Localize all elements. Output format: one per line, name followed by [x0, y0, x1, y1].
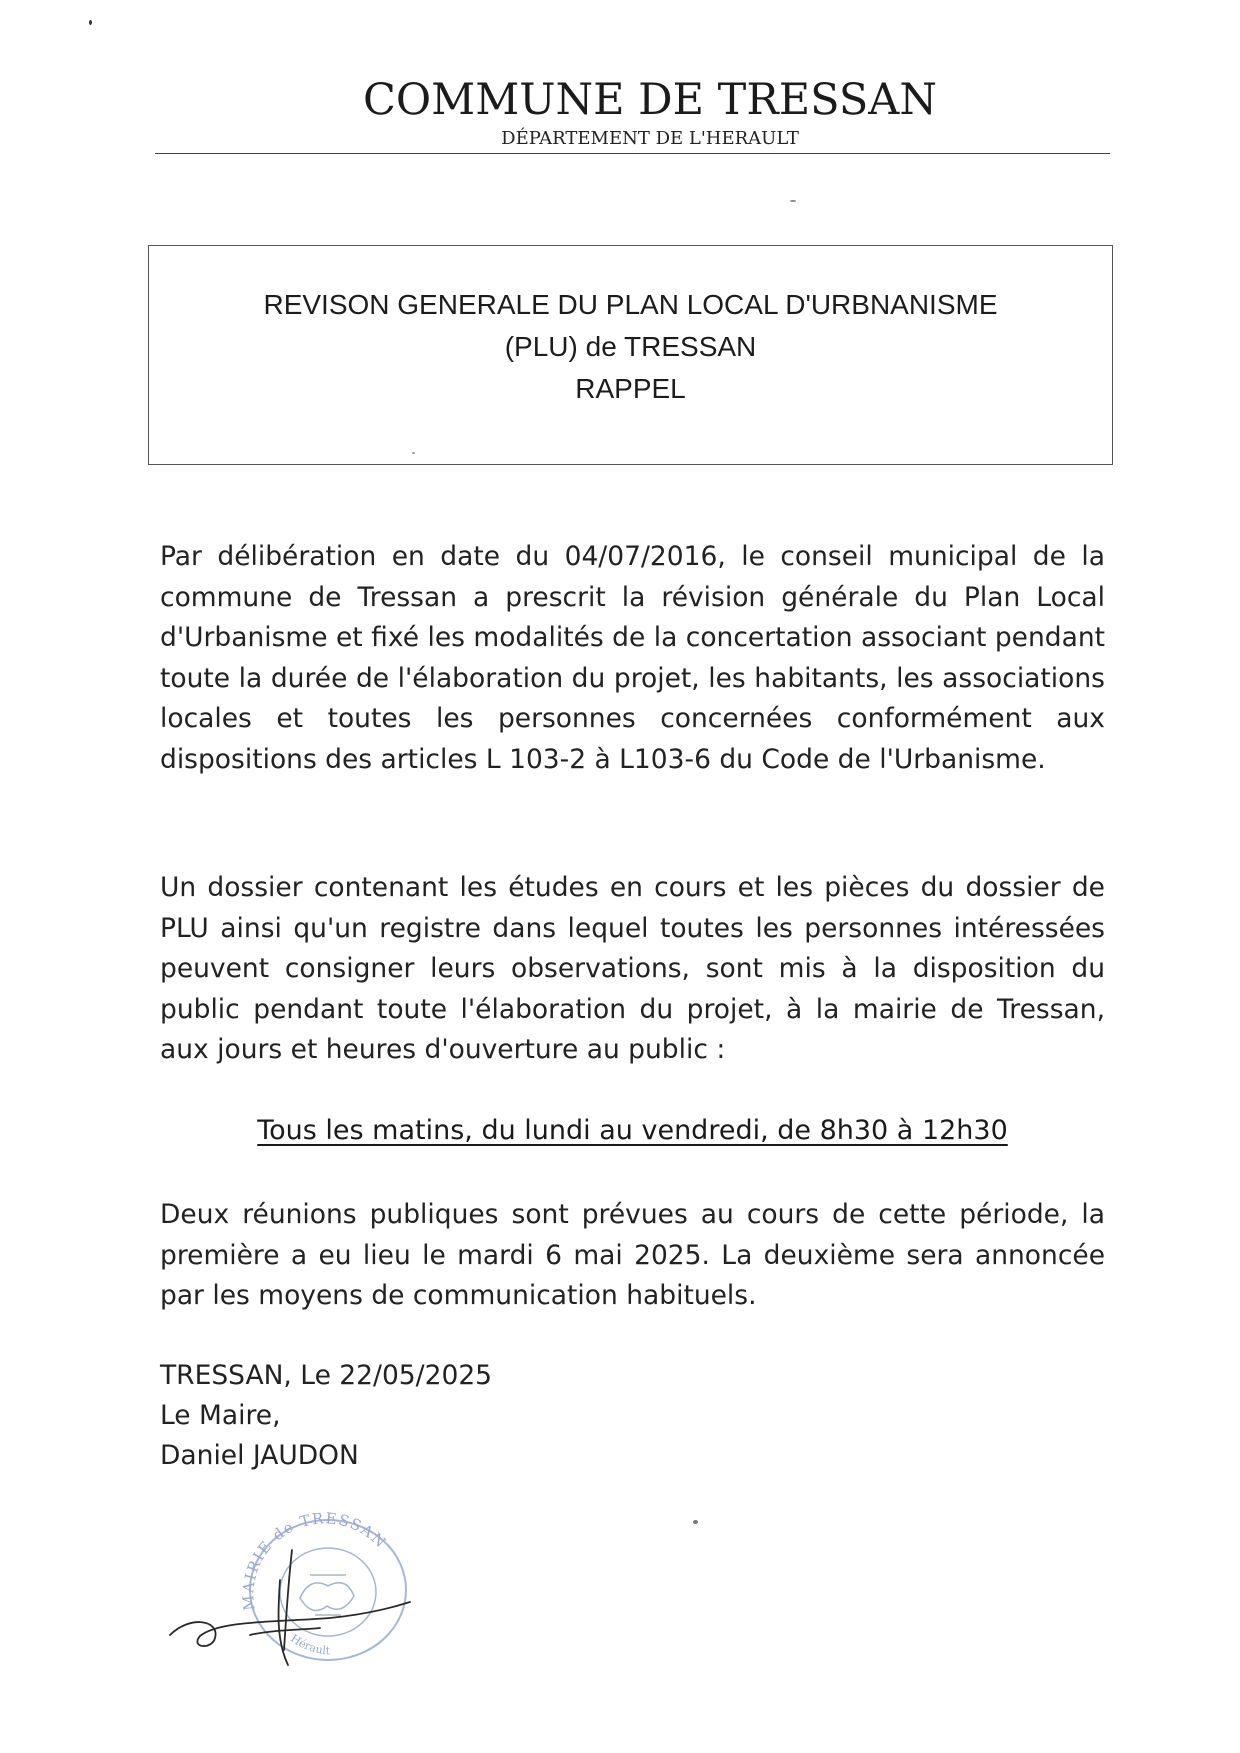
- paragraph-deliberation: Par délibération en date du 04/07/2016, le conseil municipal de la commune de Tressan a prescrit la révision générale du Plan Local d'Urbanisme et fixé les modalités de la concertation associant pendant toute la durée de l'élaboration du projet, les habitants, les associations locales et toutes les personnes concernées conformément aux dispositions des articles L 103-2 à L103-6 du Code de l'Urbanisme.: [160, 541, 1105, 775]
- notice-title-line-1: REVISON GENERALE DU PLAN LOCAL D'URBNANISME: [263, 289, 998, 320]
- signer-name: Daniel JAUDON: [160, 1440, 359, 1471]
- stamp-text-top: MAIRIE de TRESSAN: [238, 1509, 391, 1612]
- notice-title-line-2: (PLU) de TRESSAN: [504, 331, 757, 362]
- scan-speck: [693, 1520, 698, 1524]
- signer-role: Le Maire,: [160, 1400, 281, 1431]
- commune-title: COMMUNE DE TRESSAN: [363, 75, 937, 125]
- notice-title-box: [148, 245, 1113, 465]
- letterhead: [155, 70, 1110, 150]
- stamp-text-bottom: Hérault: [288, 1631, 331, 1658]
- scan-speck: [412, 452, 415, 454]
- paragraph-meetings: Deux réunions publiques sont prévues au cours de cette période, la première a eu lieu le mardi 6 mai 2025. La deuxième sera annoncée par les moyens de communication habituels.: [160, 1199, 1105, 1311]
- paragraph-dossier: Un dossier contenant les études en cours et les pièces du dossier de PLU ainsi qu'un registre dans lequel toutes les personnes intéressées peuvent consigner leurs observations, sont mis à la disposition du public pendant toute l'élaboration du projet, à la mairie de Tressan, aux jours et heures d'ouverture au public :: [160, 872, 1105, 1065]
- mairie-stamp-signature: [160, 1490, 420, 1670]
- place-date: TRESSAN, Le 22/05/2025: [160, 1360, 493, 1391]
- header-divider: [155, 153, 1110, 154]
- svg-text:MAIRIE de TRESSAN: [239, 1509, 390, 1611]
- notice-title-line-3: RAPPEL: [575, 373, 686, 404]
- scan-speck: [790, 200, 796, 202]
- scan-speck: [89, 20, 92, 25]
- opening-hours: Tous les matins, du lundi au vendredi, de 8h30 à 12h30: [257, 1115, 1008, 1146]
- signature-block: [160, 1356, 492, 1476]
- department-subtitle: DÉPARTEMENT DE L'HERAULT: [501, 128, 799, 149]
